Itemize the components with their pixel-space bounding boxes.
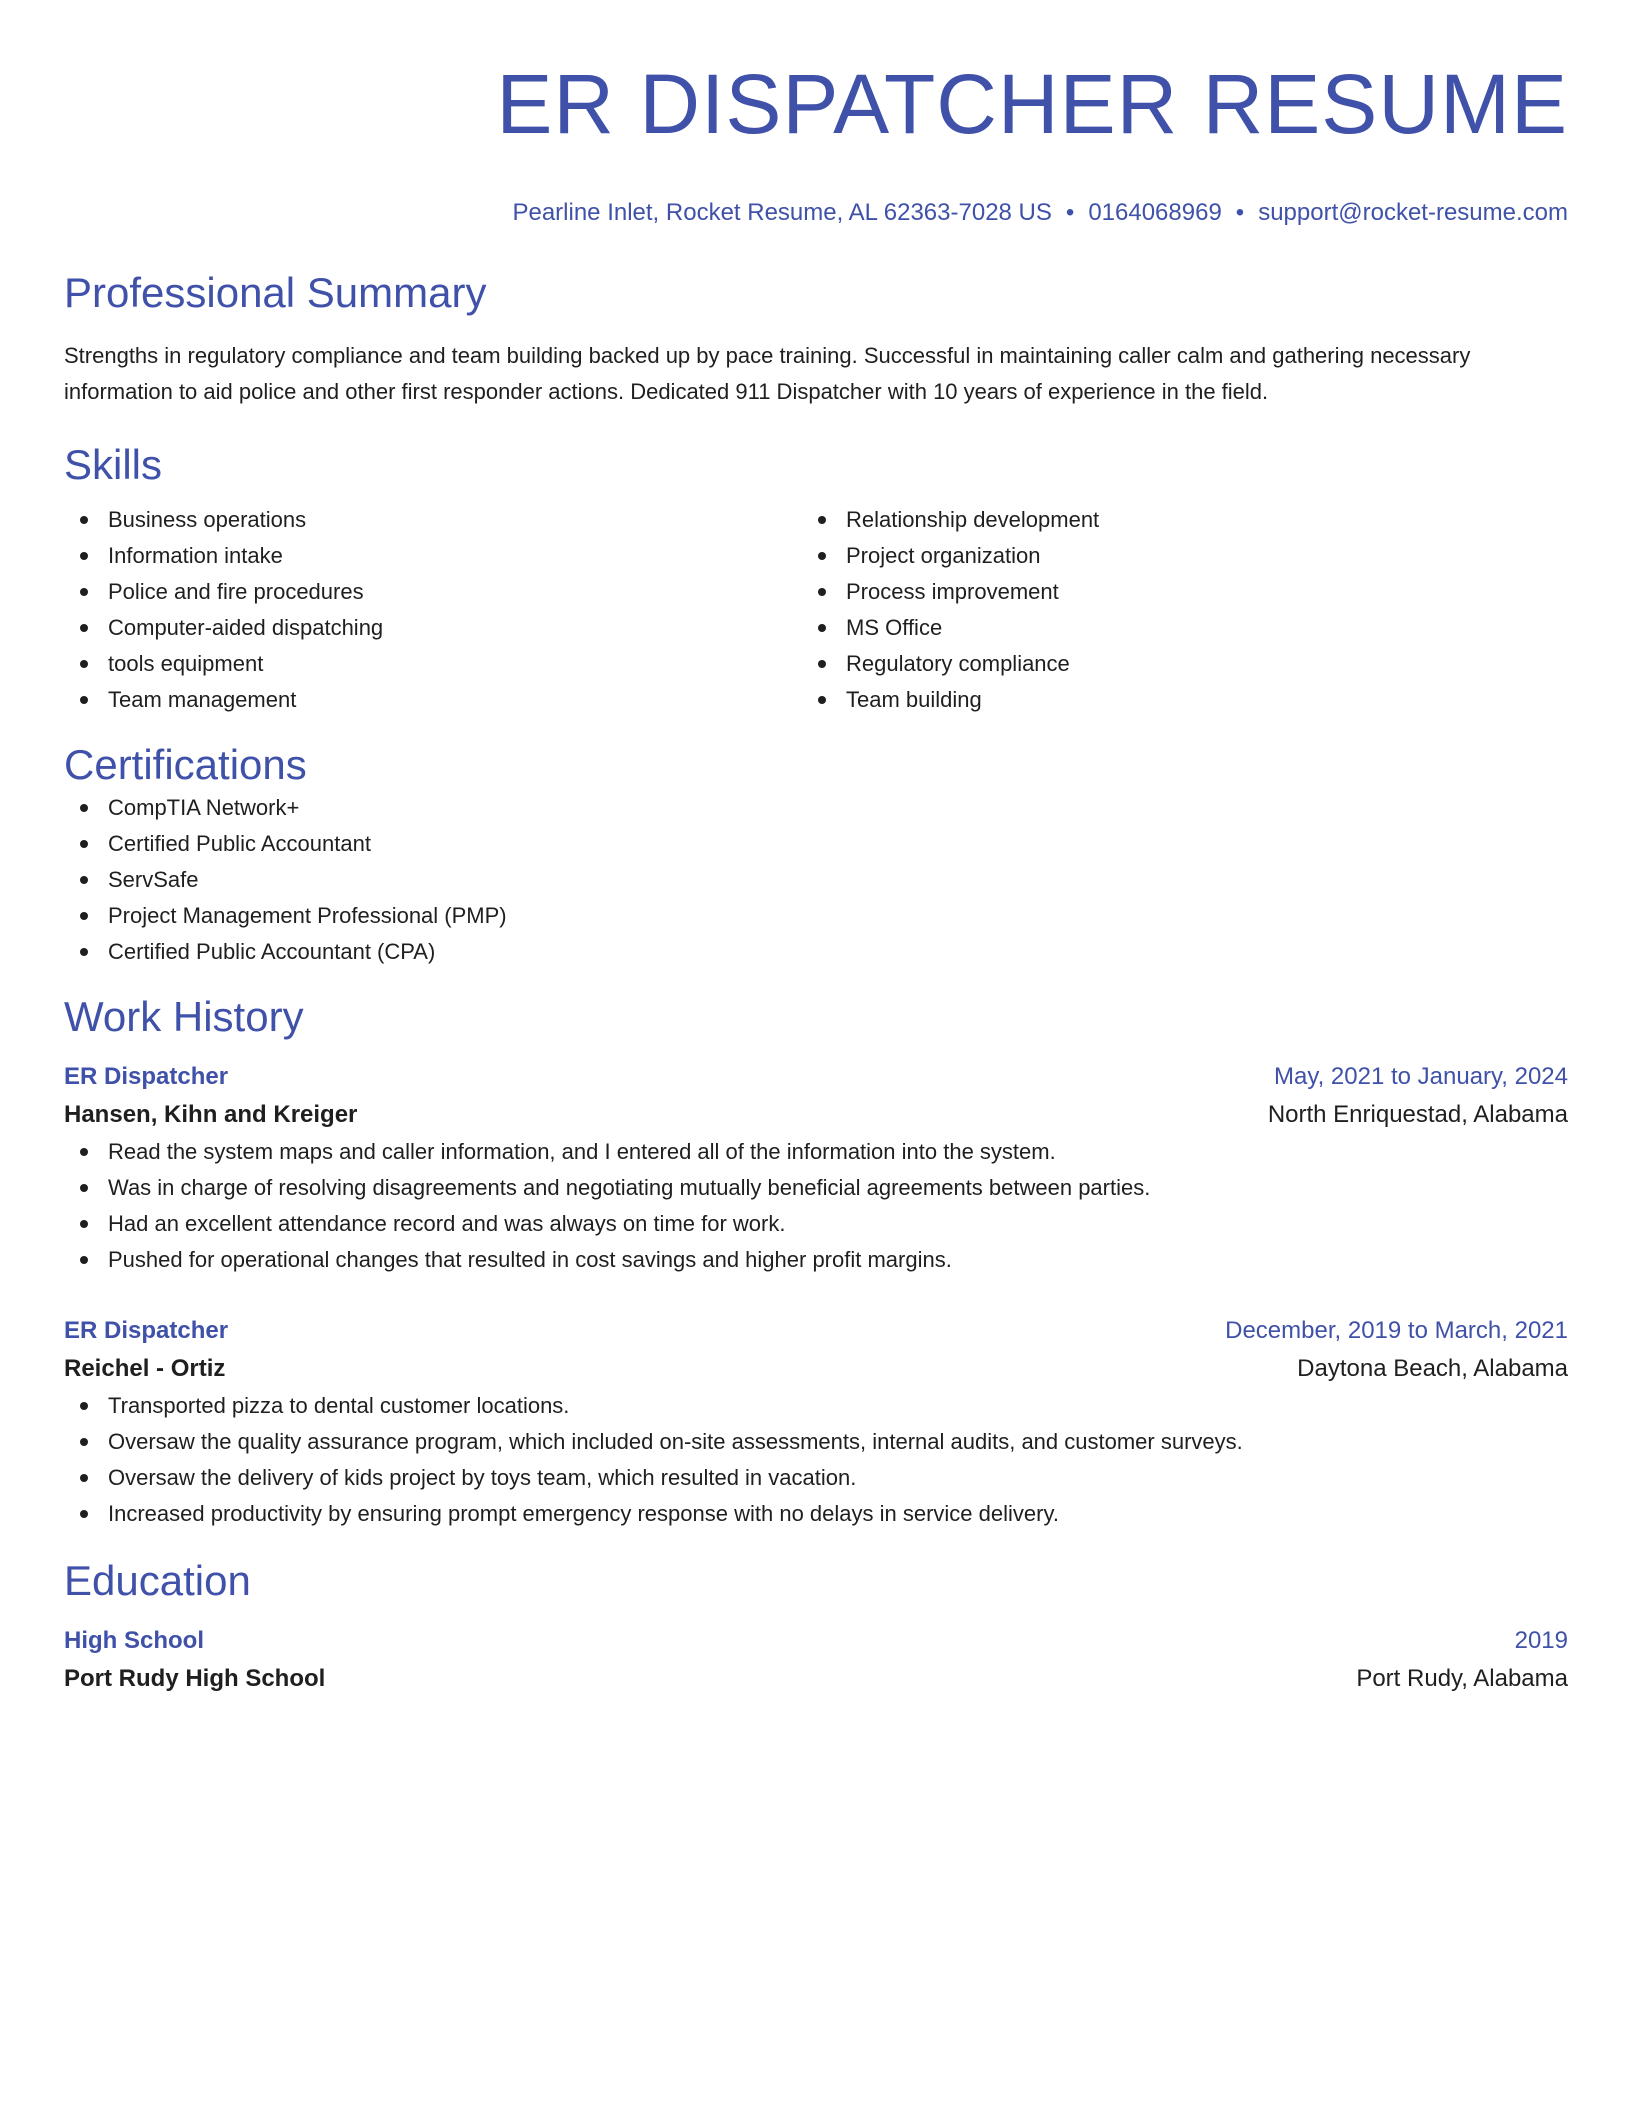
bullet-icon — [80, 516, 88, 524]
bullet-icon — [80, 1474, 88, 1482]
skills-grid — [64, 502, 1568, 718]
bullet-icon — [80, 1148, 88, 1156]
job-bullet: Oversaw the delivery of kids project by toys team, which resulted in vacation. — [64, 1460, 1568, 1496]
bullet-icon — [80, 588, 88, 596]
bullet-icon — [80, 1220, 88, 1228]
bullet-icon — [818, 516, 826, 524]
job-dates: December, 2019 to March, 2021 — [1225, 1317, 1568, 1344]
skill-item: Computer-aided dispatching — [64, 610, 802, 646]
bullet-icon — [80, 1438, 88, 1446]
bullet-icon — [818, 588, 826, 596]
contact-address: Pearline Inlet, Rocket Resume, AL 62363-7028 US — [512, 199, 1052, 226]
job-bullets — [64, 1388, 1568, 1532]
education-degree: High School — [64, 1627, 204, 1654]
education-school-row — [64, 1660, 1568, 1698]
certification-item: Project Management Professional (PMP) — [64, 898, 1568, 934]
job-header-row — [64, 1058, 1568, 1096]
certifications-list — [64, 790, 1568, 970]
job-dates: May, 2021 to January, 2024 — [1274, 1063, 1568, 1090]
bullet-icon — [80, 948, 88, 956]
skill-item: Process improvement — [802, 574, 1540, 610]
job-bullet: Increased productivity by ensuring prompt emergency response with no delays in service delivery. — [64, 1496, 1568, 1532]
job-bullet: Read the system maps and caller information, and I entered all of the information into the system. — [64, 1134, 1568, 1170]
skill-item: Business operations — [64, 502, 802, 538]
bullet-icon — [818, 552, 826, 560]
job-company: Hansen, Kihn and Kreiger — [64, 1101, 358, 1128]
skill-item: Relationship development — [802, 502, 1540, 538]
bullet-icon — [818, 696, 826, 704]
job-company: Reichel - Ortiz — [64, 1355, 226, 1382]
job-bullet: Was in charge of resolving disagreements and negotiating mutually beneficial agreements between parties. — [64, 1170, 1568, 1206]
bullet-icon — [80, 660, 88, 668]
education-school: Port Rudy High School — [64, 1665, 326, 1692]
bullet-icon — [80, 552, 88, 560]
section-title-certifications: Certifications — [64, 741, 307, 788]
certification-item: CompTIA Network+ — [64, 790, 1568, 826]
skill-item: Project organization — [802, 538, 1540, 574]
contact-line — [64, 198, 1568, 228]
contact-phone: 0164068969 — [1088, 199, 1222, 226]
bullet-icon — [80, 624, 88, 632]
job-location: Daytona Beach, Alabama — [1297, 1355, 1568, 1382]
section-title-skills: Skills — [64, 441, 163, 488]
resume-title: ER DISPATCHER RESUME — [496, 57, 1568, 151]
skill-item: Police and fire procedures — [64, 574, 802, 610]
certification-item: ServSafe — [64, 862, 1568, 898]
job-bullets — [64, 1134, 1568, 1278]
job-bullet: Transported pizza to dental customer locations. — [64, 1388, 1568, 1424]
job-location: North Enriquestad, Alabama — [1267, 1101, 1568, 1128]
contact-separator: • — [1065, 199, 1075, 226]
section-title-work-history: Work History — [64, 993, 304, 1040]
education-header-row — [64, 1622, 1568, 1660]
bullet-icon — [818, 660, 826, 668]
job-entry — [64, 1058, 1568, 1278]
skill-item: Information intake — [64, 538, 802, 574]
skill-item: MS Office — [802, 610, 1540, 646]
bullet-icon — [80, 1184, 88, 1192]
job-bullet: Oversaw the quality assurance program, which included on-site assessments, internal audits, and customer surveys. — [64, 1424, 1568, 1460]
bullet-icon — [80, 840, 88, 848]
job-company-row — [64, 1096, 1568, 1134]
bullet-icon — [80, 1402, 88, 1410]
certification-item: Certified Public Accountant (CPA) — [64, 934, 1568, 970]
job-role: ER Dispatcher — [64, 1063, 229, 1090]
job-header-row — [64, 1312, 1568, 1350]
skill-item: Team building — [802, 682, 1540, 718]
certification-item: Certified Public Accountant — [64, 826, 1568, 862]
job-entry — [64, 1312, 1568, 1532]
bullet-icon — [80, 1510, 88, 1518]
bullet-icon — [80, 912, 88, 920]
job-bullet: Had an excellent attendance record and was always on time for work. — [64, 1206, 1568, 1242]
skill-item: tools equipment — [64, 646, 802, 682]
contact-separator: • — [1235, 199, 1245, 226]
section-title-education: Education — [64, 1557, 251, 1604]
job-bullet: Pushed for operational changes that resulted in cost savings and higher profit margins. — [64, 1242, 1568, 1278]
contact-email: support@rocket-resume.com — [1258, 199, 1568, 226]
education-year: 2019 — [1514, 1627, 1568, 1654]
bullet-icon — [80, 1256, 88, 1264]
section-title-summary: Professional Summary — [64, 269, 487, 316]
skills-list-right — [802, 502, 1540, 718]
education-location: Port Rudy, Alabama — [1356, 1665, 1568, 1692]
summary-text: Strengths in regulatory compliance and team building backed up by pace training. Successful in maintaining caller calm and gathering necessary information to aid police and other first responder actions. Dedicated 911 Dispatcher with 10 years of experience in the field. — [64, 343, 1471, 404]
education-entry — [64, 1622, 1568, 1698]
bullet-icon — [80, 696, 88, 704]
skill-item: Team management — [64, 682, 802, 718]
skills-column-left — [64, 502, 802, 718]
job-role: ER Dispatcher — [64, 1317, 229, 1344]
bullet-icon — [80, 804, 88, 812]
skills-list-left — [64, 502, 802, 718]
skills-column-right — [802, 502, 1540, 718]
bullet-icon — [818, 624, 826, 632]
skill-item: Regulatory compliance — [802, 646, 1540, 682]
job-company-row — [64, 1350, 1568, 1388]
bullet-icon — [80, 876, 88, 884]
